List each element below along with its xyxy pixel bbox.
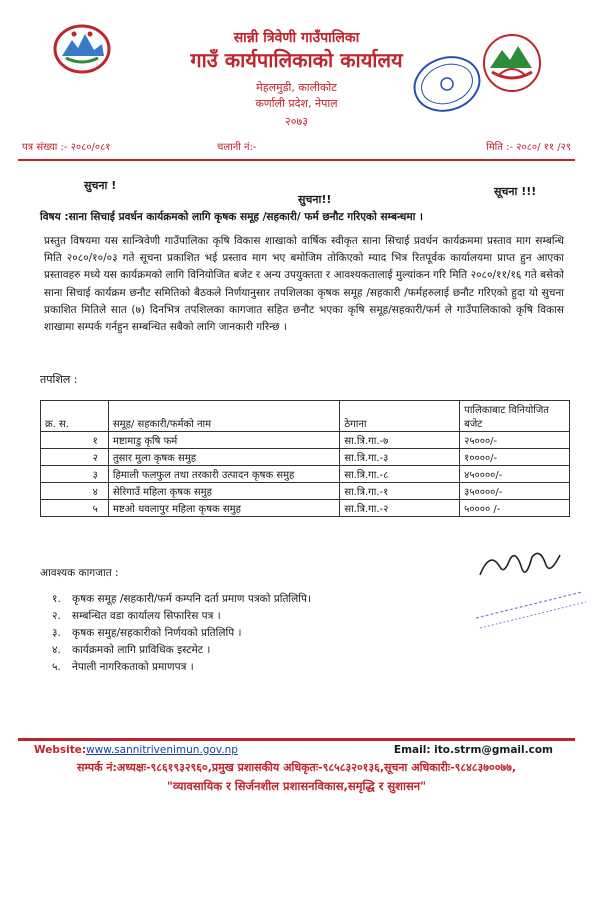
row-serial: ३	[41, 466, 109, 483]
row-serial: ५	[41, 500, 109, 517]
table-header-row	[41, 401, 570, 432]
row-address: सा.त्रि.गा.-७	[340, 432, 460, 449]
letter-number: पत्र संख्या :- २०८०/०८१	[22, 142, 111, 153]
row-name: मष्टामाडु कृषि फर्म	[108, 432, 339, 449]
row-serial: ४	[41, 483, 109, 500]
row-serial: २	[41, 449, 109, 466]
col-header-address: ठेगाना	[340, 401, 460, 432]
list-item: ४. कार्यक्रमको लागि प्राविधिक इस्टमेट ।	[52, 644, 211, 656]
list-item: ५. नेपाली नागरिकताको प्रमाणपत्र ।	[52, 661, 194, 673]
office-title: गाउँ कार्यपालिकाको कार्यालय	[190, 48, 403, 72]
contact-numbers: सम्पर्क नं:अध्यक्षः-९८६१९३२९६०,प्रमुख प्रशासकीय अधिकृतः-९८५८३२०१३६,सूचना अधिकारीः-९८४८३७००७७,	[76, 761, 517, 774]
header-divider	[18, 159, 575, 161]
notice-label-2: सुचना!!	[298, 193, 332, 206]
table-row	[41, 466, 570, 483]
documents-heading: आवश्यक कागजात :	[40, 567, 119, 579]
row-budget: २५०००/-	[460, 432, 570, 449]
row-budget: ५०००० /-	[460, 500, 570, 517]
row-name: मष्टओ धवलापुर महिला कृषक समुह	[108, 500, 339, 517]
selected-groups-table	[40, 400, 570, 517]
row-name: हिमाली फलफुल तथा तरकारी उत्पादन कृषक समुह	[108, 466, 339, 483]
list-item: ३. कृषक समुह/सहकारीको निर्णयको प्रतिलिपि ।	[52, 627, 242, 639]
list-item: १. कृषक समूह /सहकारी/फर्म कम्पनि दर्ता प्रमाण पत्रको प्रतिलिपि।	[52, 593, 311, 605]
row-address: सा.त्रि.गा.-२	[340, 500, 460, 517]
row-budget: १००००/-	[460, 449, 570, 466]
col-header-name: समूह/ सहकारी/फर्मको नाम	[108, 401, 339, 432]
email-address: Email: ito.strm@gmail.com	[393, 744, 553, 756]
row-name: सेरिगाउँ महिला कृषक समुह	[108, 483, 339, 500]
notice-label-1: सुचना !	[84, 179, 117, 192]
row-serial: १	[41, 432, 109, 449]
table-row	[41, 432, 570, 449]
letter-date: मिति :- २०८०/ ११ /२९	[486, 142, 571, 153]
office-province: कर्णाली प्रदेश, नेपाल	[255, 97, 338, 110]
table-row	[41, 483, 570, 500]
reference-row	[22, 137, 571, 157]
officer-stamp-icon	[470, 578, 590, 634]
row-address: सा.त्रि.गा.-१	[340, 483, 460, 500]
col-header-budget: पालिकाबाट विनियोजित बजेट	[460, 401, 570, 432]
documents-list	[52, 592, 311, 677]
row-budget: ४५००००/-	[460, 466, 570, 483]
municipality-name: सान्नी त्रिवेणी गाउँपालिका	[233, 30, 360, 46]
office-address: मेहलमुडी, कालीकोट	[256, 81, 337, 94]
footer-divider	[18, 738, 575, 741]
dispatch-number: चलानी नं:-	[217, 142, 257, 153]
website-link[interactable]: www.sannitrivenimun.gov.np	[86, 744, 238, 756]
table-row	[41, 449, 570, 466]
establishment-year: २०७३	[285, 115, 308, 128]
notice-subject: विषय :साना सिचाई प्रवर्धन कार्यक्रमको लागि कृषक समूह /सहकारी/ फर्म छनौट गरिएको सम्बन्धमा ।	[40, 211, 423, 223]
table-row	[41, 500, 570, 517]
notice-label-3: सूचना !!!	[494, 185, 537, 198]
row-budget: ३५००००/-	[460, 483, 570, 500]
col-header-serial: क्र. स.	[41, 401, 109, 432]
notice-body: प्रस्तुत विषयमा यस सान्त्रिवेणी गाउँपालिका कृषि विकास शाखाको वार्षिक स्वीकृत साना सिचाई प्रवर्धन कार्यक्रममा प्रस्ताव माग सम्बन्धि मिति २०८०/१०/०३ गते सूचना प्रकाशित भई प्रस्ताव माग भए बमोजिम तोकिएको म्याद भित्र रितपूर्वक कार्यालयमा प्राप्त हुन आएका प्रस्तावहरु मध्ये यस कार्यक्रमको लागि विनियोजित बजेट र अन्य उपयुक्तता र आवश्यकतालाई मुल्यांकन गरि मिति २०८०/११/१६ गते बसेको साना सिचाई कार्यक्रम छनौट समितिको बैठकले निर्णयानुसार तपशिलका कृषक समूह /सहकारी /फर्महरुलाई छनौट गरिएको हुदा यो सुचना प्रकाशित मितिले सात (७) दिनभित्र तपशिलका कागजात सहित छनौट भएका कृषि समूह/सहकारी/फर्म ले गाउँपालिकाको कृषि विकास शाखामा सम्पर्क गर्नहुन सम्बन्धित सबैको लागि जानकारी गरिन्छ ।	[44, 235, 564, 334]
list-item: २. सम्बन्धित वडा कार्यालय सिफारिस पत्र ।	[52, 610, 221, 622]
row-name: तुसार मुला कृषक समुह	[108, 449, 339, 466]
website-line: Website:www.sannitrivenimun.gov.np	[34, 744, 238, 756]
details-heading: तपशिल :	[40, 373, 78, 386]
row-address: सा.त्रि.गा.-८	[340, 466, 460, 483]
office-slogan: "व्यावसायिक र सिर्जनशील प्रशासनविकास,समृद्धि र सुशासन"	[166, 779, 427, 793]
row-address: सा.त्रि.गा.-३	[340, 449, 460, 466]
